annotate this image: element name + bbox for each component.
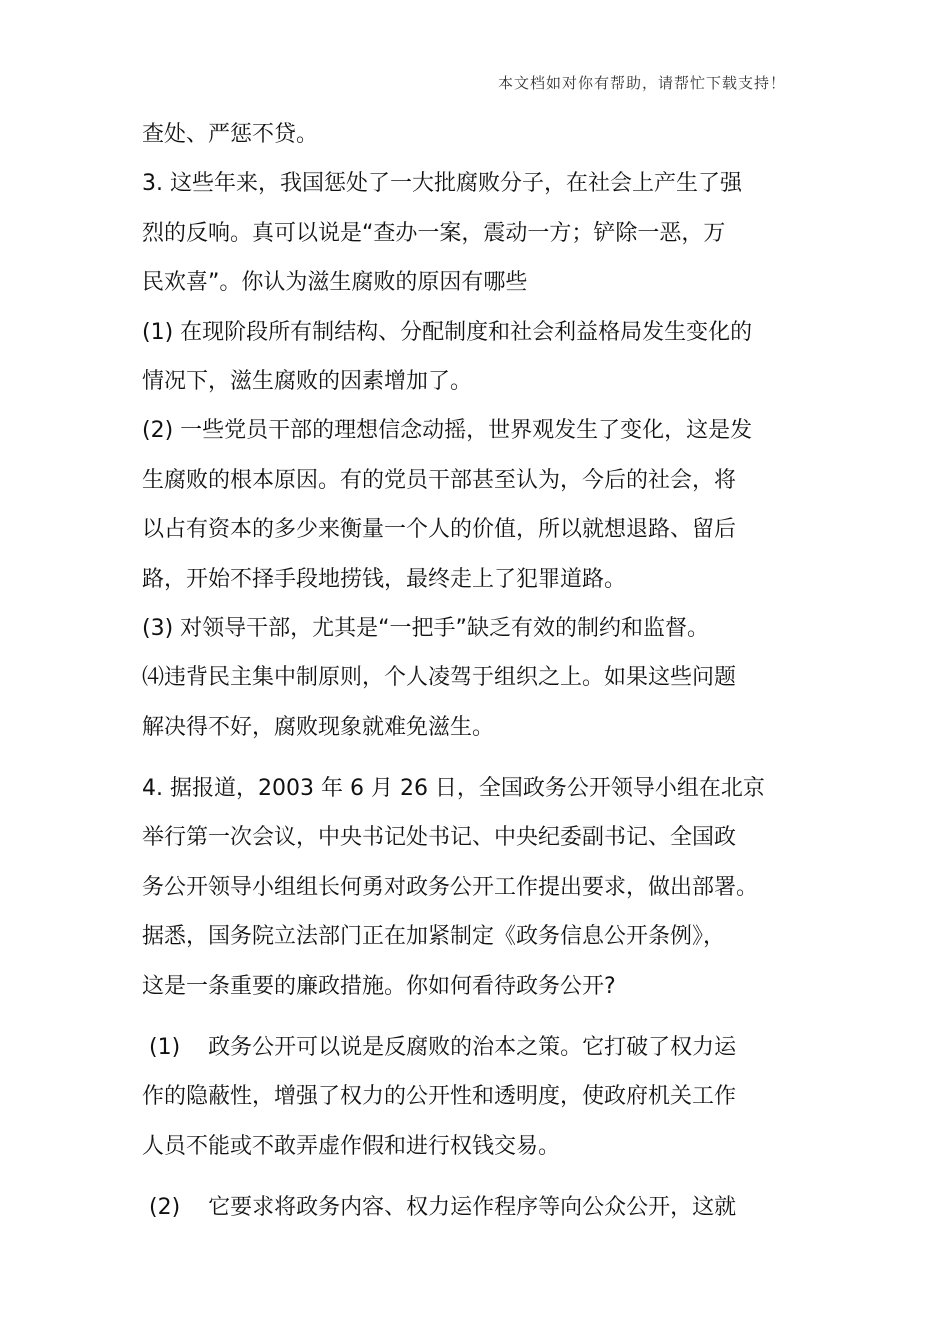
paragraph-0 [142, 110, 822, 159]
text-line: 情况下，滋生腐败的因素增加了。 [142, 368, 473, 394]
text-line: (1) 政务公开可以说是反腐败的治本之策。它打破了权力运 [142, 1035, 737, 1061]
paragraph-q4-answer-2 [142, 1183, 822, 1232]
text-line: 作的隐蔽性，增强了权力的公开性和透明度，使政府机关工作 [142, 1084, 737, 1110]
text-line: 烈的反响。真可以说是“查办一案，震动一方；铲除一恶，万 [142, 220, 726, 246]
paragraph-question-4 [142, 764, 822, 1011]
paragraph-answer-2 [142, 406, 822, 604]
text-line: 人员不能或不敢弄虚作假和进行权钱交易。 [142, 1133, 561, 1159]
text-line: (3) 对领导干部，尤其是“一把手”缺乏有效的制约和监督。 [142, 615, 709, 641]
paragraph-answer-4 [142, 653, 822, 752]
text-line: (2) 它要求将政务内容、权力运作程序等向公众公开，这就 [142, 1195, 737, 1221]
text-line: 3. 这些年来，我国惩处了一大批腐败分子，在社会上产生了强 [142, 171, 742, 197]
text-line: 民欢喜”。你认为滋生腐败的原因有哪些 [142, 270, 528, 296]
header-note: 本文档如对你有帮助，请帮忙下载支持！ [498, 74, 787, 92]
text-line: 据悉，国务院立法部门正在加紧制定《政务信息公开条例》， [142, 924, 726, 950]
document-body [142, 110, 822, 1233]
text-line: 4. 据报道，2003 年 6 月 26 日，全国政务公开领导小组在北京 [142, 776, 765, 802]
text-line: 生腐败的根本原因。有的党员干部甚至认为，今后的社会，将 [142, 467, 737, 493]
paragraph-answer-1 [142, 308, 822, 407]
text-line: 这是一条重要的廉政措施。你如何看待政务公开? [142, 973, 616, 999]
text-line: 查处、严惩不贷。 [142, 122, 319, 147]
text-line: 以占有资本的多少来衡量一个人的价值，所以就想退路、留后 [142, 517, 737, 543]
paragraph-question-3 [142, 159, 822, 307]
text-line: 务公开领导小组组长何勇对政务公开工作提出要求，做出部署。 [142, 874, 759, 900]
paragraph-q4-answer-1 [142, 1023, 822, 1171]
text-line: (2) 一些党员干部的理想信念动摇，世界观发生了变化，这是发 [142, 418, 753, 444]
text-line: 解决得不好，腐败现象就难免滋生。 [142, 714, 495, 740]
text-line: 举行第一次会议，中央书记处书记、中央纪委副书记、全国政 [142, 825, 737, 851]
text-line: 路，开始不择手段地捞钱，最终走上了犯罪道路。 [142, 566, 627, 592]
paragraph-answer-3 [142, 604, 822, 653]
text-line: ⑷违背民主集中制原则，个人凌驾于组织之上。如果这些问题 [142, 665, 737, 691]
text-line: (1) 在现阶段所有制结构、分配制度和社会利益格局发生变化的 [142, 319, 753, 345]
